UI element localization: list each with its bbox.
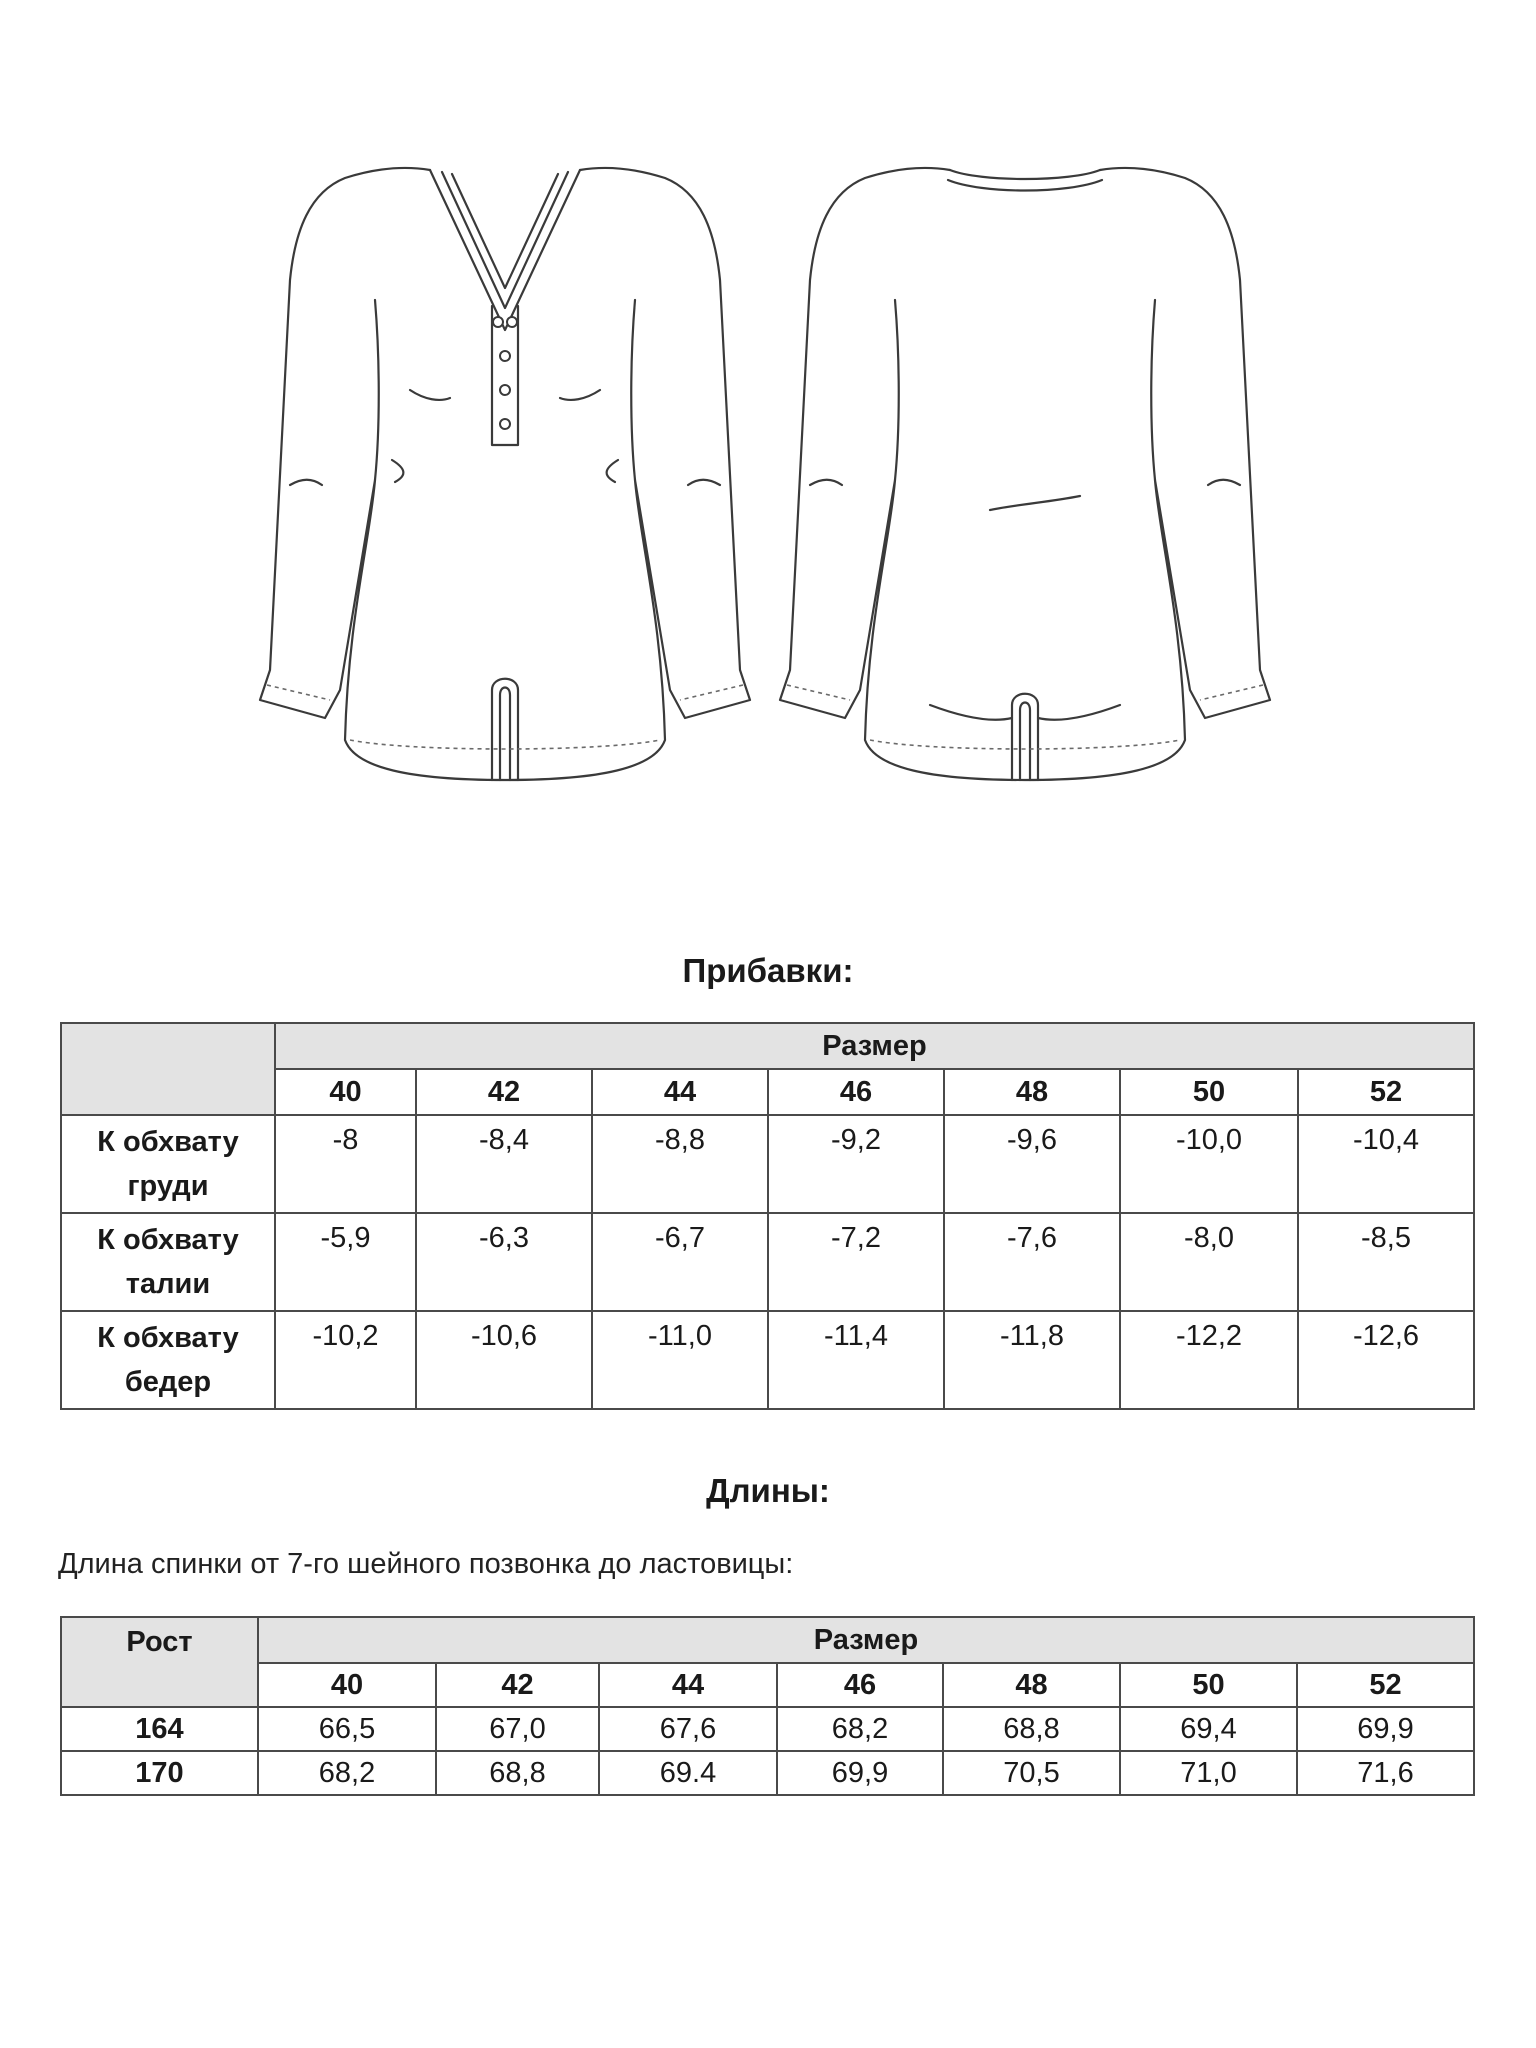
table-cell: -11,0 — [592, 1311, 768, 1409]
table-cell: -11,4 — [768, 1311, 944, 1409]
table-cell: 68,2 — [777, 1707, 943, 1751]
table-row — [61, 1751, 1474, 1795]
table-cell: 70,5 — [943, 1751, 1120, 1795]
row-label: К обхвату бедер — [61, 1311, 275, 1409]
table-cell: -8,8 — [592, 1115, 768, 1213]
table-cell: 71,0 — [1120, 1751, 1297, 1795]
table-cell: -12,6 — [1298, 1311, 1474, 1409]
size-col-header: 42 — [416, 1069, 592, 1115]
table-cell: -10,6 — [416, 1311, 592, 1409]
table-row — [61, 1213, 1474, 1311]
table-cell: 71,6 — [1297, 1751, 1474, 1795]
lengths-description: Длина спинки от 7-го шейного позвонка до ластовицы: — [58, 1548, 794, 1580]
table-cell: -5,9 — [275, 1213, 416, 1311]
table-cell: -9,2 — [768, 1115, 944, 1213]
table-cell: 68,8 — [436, 1751, 599, 1795]
size-col-header: 40 — [275, 1069, 416, 1115]
table-cell: -7,2 — [768, 1213, 944, 1311]
size-header: Размер — [258, 1617, 1474, 1663]
garment-technical-sketch — [230, 100, 1360, 880]
table-cell: -9,6 — [944, 1115, 1120, 1213]
size-col-header: 46 — [768, 1069, 944, 1115]
corner-cell — [61, 1023, 275, 1115]
row-label: 164 — [61, 1707, 258, 1751]
table-cell: 69,9 — [1297, 1707, 1474, 1751]
row-label: 170 — [61, 1751, 258, 1795]
table-cell: -8,4 — [416, 1115, 592, 1213]
size-col-header: 40 — [258, 1663, 436, 1707]
table-cell: -7,6 — [944, 1213, 1120, 1311]
table-row — [61, 1707, 1474, 1751]
lengths-table — [60, 1616, 1475, 1796]
size-col-header: 52 — [1297, 1663, 1474, 1707]
table-cell: 67,0 — [436, 1707, 599, 1751]
size-header: Размер — [275, 1023, 1474, 1069]
size-col-header: 42 — [436, 1663, 599, 1707]
table-cell: 67,6 — [599, 1707, 777, 1751]
table-row — [61, 1311, 1474, 1409]
size-col-header: 50 — [1120, 1069, 1298, 1115]
additions-table — [60, 1022, 1475, 1410]
size-col-header: 52 — [1298, 1069, 1474, 1115]
row-label: К обхвату груди — [61, 1115, 275, 1213]
lengths-title: Длины: — [706, 1472, 830, 1509]
size-col-header: 48 — [944, 1069, 1120, 1115]
table-cell: -8,0 — [1120, 1213, 1298, 1311]
table-cell: 68,8 — [943, 1707, 1120, 1751]
table-cell: -8 — [275, 1115, 416, 1213]
table-cell: -11,8 — [944, 1311, 1120, 1409]
size-col-header: 50 — [1120, 1663, 1297, 1707]
table-cell: -8,5 — [1298, 1213, 1474, 1311]
table-cell: -6,7 — [592, 1213, 768, 1311]
height-header: Рост — [61, 1617, 258, 1707]
table-cell: 69,4 — [1120, 1707, 1297, 1751]
table-cell: -10,4 — [1298, 1115, 1474, 1213]
back-view-drawing — [780, 168, 1270, 780]
table-cell: 69.4 — [599, 1751, 777, 1795]
table-cell: -10,2 — [275, 1311, 416, 1409]
table-cell: 68,2 — [258, 1751, 436, 1795]
size-col-header: 44 — [599, 1663, 777, 1707]
table-cell: 66,5 — [258, 1707, 436, 1751]
table-cell: -6,3 — [416, 1213, 592, 1311]
table-row — [61, 1115, 1474, 1213]
size-col-header: 46 — [777, 1663, 943, 1707]
table-cell: -10,0 — [1120, 1115, 1298, 1213]
table-cell: -12,2 — [1120, 1311, 1298, 1409]
table-cell: 69,9 — [777, 1751, 943, 1795]
additions-title: Прибавки: — [682, 952, 854, 989]
row-label: К обхвату талии — [61, 1213, 275, 1311]
size-col-header: 48 — [943, 1663, 1120, 1707]
size-col-header: 44 — [592, 1069, 768, 1115]
front-view-drawing — [260, 168, 750, 780]
